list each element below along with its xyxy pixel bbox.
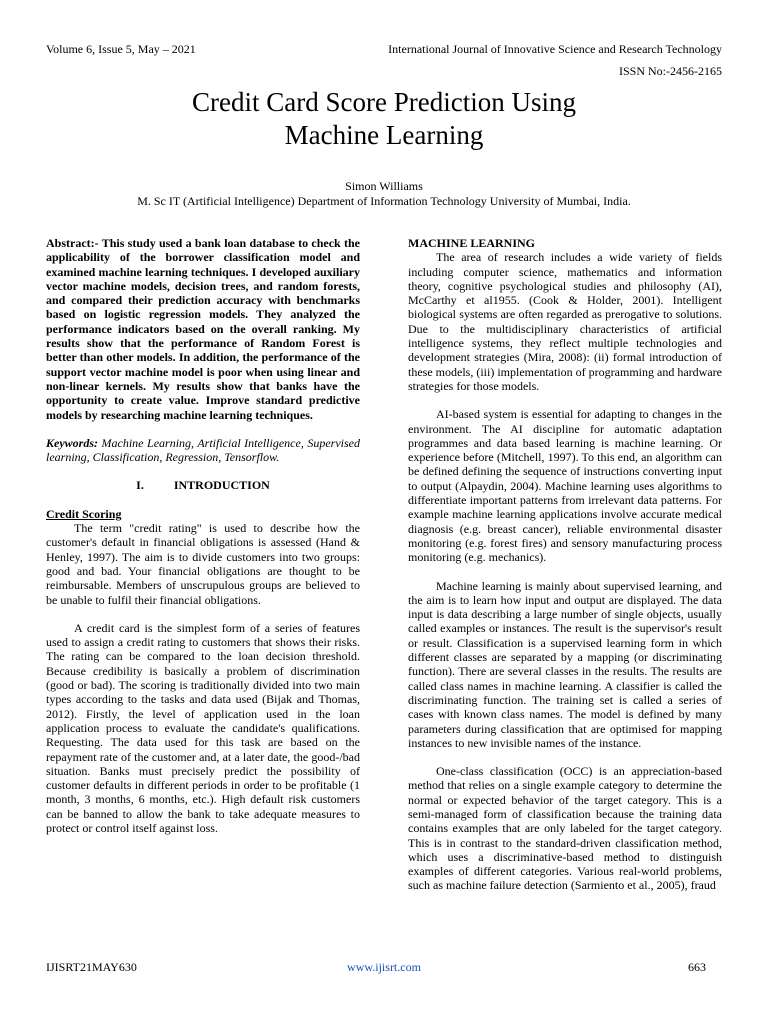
section-heading-introduction: [46, 478, 360, 492]
section-number: I.: [136, 478, 144, 493]
journal-issn: ISSN No:-2456-2165: [618, 64, 722, 78]
left-column: [46, 236, 360, 835]
author-affiliation: M. Sc IT (Artificial Intelligence) Department of Information Technology University of Mumbai, India.: [137, 194, 631, 208]
footer-paper-id: IJISRT21MAY630: [46, 960, 137, 974]
ml-paragraph-4: One-class classification (OCC) is an appreciation-based method that relies on a single example category to determine the normal or expected behavior of the target category. This is a semi-managed form of classification because the training data contains examples that are only labeled for the target category. This is in contrast to the standard-driven classification method, which uses a discriminative-based method to distinguish examples of different categories. Various real-world problems, such as machine failure detection (Sarmiento et al., 2005), fraud: [408, 764, 722, 893]
journal-volume: Volume 6, Issue 5, May – 2021: [46, 42, 196, 56]
paper-title-line-1: Credit Card Score Prediction Using: [192, 87, 576, 117]
ml-paragraph-3: Machine learning is mainly about supervised learning, and the aim is to learn how input and output are displayed. The data input is data describing a large number of single objects, usually called examples or instances. The result is the supervisor's result or result. Classification is a supervised learning form in which different classes are separated by a mapping (or discriminating function). There are several classes in the results. The results are called class names in machine learning. A classifier is called the discriminating function. The training set is called a series of cases with known class names. The model is defined by many parameters during classification that are optimised for mapping instances to new invisible names of the instance.: [408, 578, 722, 750]
abstract-text: This study used a bank loan database to check the applicability of the borrower classification model and examined machine learning techniques. I developed auxiliary vector machine models, decision trees, and random forests, and compared their prediction accuracy with benchmarks based on logistic regression models. They analyzed the performance indicators based on the overall ranking. My results show that the performance of Random Forest is better than other models. In addition, the performance of the support vector machine model is poor when using linear and non-linear kernels. My results show that banks have the opportunity to create value. Improve standard predictive models by researching machine learning techniques.: [46, 236, 360, 422]
subheading-credit-scoring: Credit Scoring: [46, 506, 122, 521]
section-title: INTRODUCTION: [173, 478, 270, 493]
ml-paragraph-1: The area of research includes a wide variety of fields including computer science, mathematics and information theory, cognitive psychological studies and philosophy (AI), McCarthy et al1955. (Cook & Holder, 2001). Intelligent biological systems are often regarded as prerogative to solutions. Due to the multidisciplinary characteristics of artificial intelligence systems, they reflect multiple technologies and development strategies (Mira, 2008): (ii) formal introduction of these models, (iii) implementation of programming and hardware strategies for those models.: [408, 250, 722, 393]
section-heading-machine-learning: MACHINE LEARNING: [408, 236, 536, 250]
footer-website-link[interactable]: www.ijisrt.com: [347, 960, 421, 974]
ml-paragraph-2: AI-based system is essential for adapting to changes in the environment. The AI discipline for automatic adaptation programmes and data based learning is machine learning. Or experience before (Mitchell, 1997). To this end, an algorithm can be defined defining the sequence of instructions converting input to output (Alpaydin, 2004). Machine learning uses algorithms to differentiate important patterns from irrelevant data patterns. For example machine learning applications involve accurate medical diagnosis (e.g. breast cancer), reliable environmental disaster monitoring (e.g. forest fires) and sensory manufacturing process monitoring (e.g. mechanics).: [408, 407, 722, 565]
paper-title-line-2: Machine Learning: [284, 120, 484, 150]
journal-name: International Journal of Innovative Science and Research Technology: [388, 42, 722, 56]
footer-page-number: 663: [688, 960, 706, 974]
paper-title: [0, 86, 768, 152]
keywords-label: Keywords:: [46, 435, 98, 450]
abstract-label: Abstract:-: [46, 236, 99, 250]
intro-paragraph-2: A credit card is the simplest form of a series of features used to assign a credit rating to customers that shows their risks. The rating can be compared to the loan decision threshold. Because credibility is basically a problem of discrimination (good or bad). The scoring is traditionally divided into two main types according to the tasks and data used (Bijak and Thomas, 2012). Firstly, the level of application used in the loan application process to evaluate the candidate's qualifications. Requesting. The data used for this task are based on the repayment rate of the customer and, at a later date, the good-/bad situation. Banks must precisely predict the possibility of customer defaults in different periods in order to be profitable (1 month, 3 months, 6 months, etc.). High default risk customers can be banned to allow the bank to take adequate measures to protect or control itself against loss.: [46, 620, 360, 835]
abstract: [46, 236, 360, 422]
keywords-text: Machine Learning, Artificial Intelligence, Supervised learning, Classification, Regression, Tensorflow.: [46, 435, 360, 465]
intro-paragraph-1: The term "credit rating" is used to describe how the customer's default in financial obligations is assessed (Hand & Henley, 1997). The aim is to divide customers into two groups: good and bad. Your financial obligations are thought to be reimbursable. Members of unscrupulous groups are believed to be unable to fulfil their financial obligations.: [46, 521, 360, 607]
right-column: [408, 236, 722, 893]
keywords: [46, 436, 360, 465]
author-name: Simon Williams: [345, 179, 423, 193]
